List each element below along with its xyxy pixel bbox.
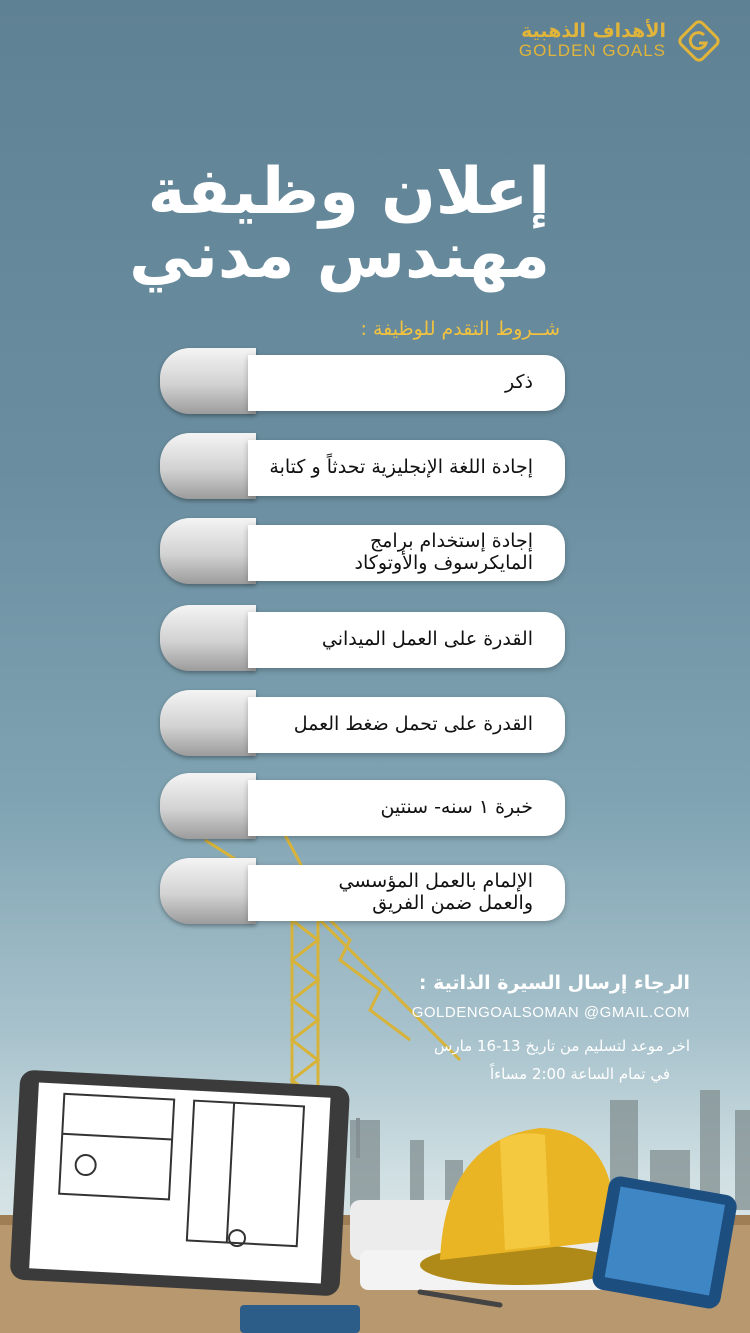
brand-name-english: GOLDEN GOALS xyxy=(518,41,666,61)
requirement-tab xyxy=(160,433,256,499)
requirement-tab xyxy=(160,518,256,584)
requirement-text: خبرة ١ سنه- سنتين xyxy=(380,796,533,819)
requirement-card xyxy=(248,865,565,921)
tablet-blueprint-icon xyxy=(10,1070,351,1297)
contact-email[interactable]: GOLDENGOALSOMAN @GMAIL.COM xyxy=(411,1004,690,1021)
requirement-tab xyxy=(160,605,256,671)
phone-blueprint-icon xyxy=(591,1175,739,1311)
title-line-2: مهندس مدني xyxy=(129,219,550,293)
requirement-item xyxy=(160,690,565,756)
requirement-card xyxy=(248,525,565,581)
requirement-text: القدرة على تحمل ضغط العمل xyxy=(293,713,533,736)
job-announcement-title xyxy=(129,155,550,293)
brand-logo xyxy=(519,18,722,64)
deadline-text: اخر موعد لتسليم من تاريخ 13-16 مارس xyxy=(434,1037,690,1055)
requirement-item xyxy=(160,605,565,671)
hard-hat-icon xyxy=(420,1128,620,1285)
pen-icon xyxy=(420,1292,500,1305)
requirement-tab xyxy=(160,773,256,839)
requirement-card xyxy=(248,697,565,753)
requirement-text: القدرة على العمل الميداني xyxy=(321,628,533,651)
requirement-text: إجادة إستخدام برامج المايكرسوف والأوتوكاد xyxy=(354,530,533,574)
golden-goals-logo-icon xyxy=(676,18,722,64)
requirement-text: إجادة اللغة الإنجليزية تحدثاً و كتابة xyxy=(269,456,533,479)
requirement-card xyxy=(248,355,565,411)
contact-info xyxy=(412,972,690,1083)
requirement-item xyxy=(160,518,565,584)
deadline-time: في تمام الساعة 2:00 مساءاً xyxy=(489,1065,670,1083)
requirement-text: ذكر xyxy=(505,371,533,394)
requirement-tab xyxy=(160,858,256,924)
requirement-card xyxy=(248,440,565,496)
requirement-item xyxy=(160,348,565,414)
requirement-text: الإلمام بالعمل المؤسسي والعمل ضمن الفريق xyxy=(338,870,533,914)
send-cv-label: الرجاء إرسال السيرة الذاتية : xyxy=(418,972,690,994)
requirement-tab xyxy=(160,690,256,756)
requirement-card xyxy=(248,780,565,836)
requirement-item xyxy=(160,433,565,499)
title-line-1: إعلان وظيفة xyxy=(147,155,550,229)
requirement-item xyxy=(160,858,565,924)
brand-name-arabic: الأهداف الذهبية xyxy=(521,19,666,42)
requirement-item xyxy=(160,773,565,839)
requirements-heading: شــروط التقدم للوظيفة : xyxy=(360,318,560,340)
requirement-tab xyxy=(160,348,256,414)
requirement-card xyxy=(248,612,565,668)
